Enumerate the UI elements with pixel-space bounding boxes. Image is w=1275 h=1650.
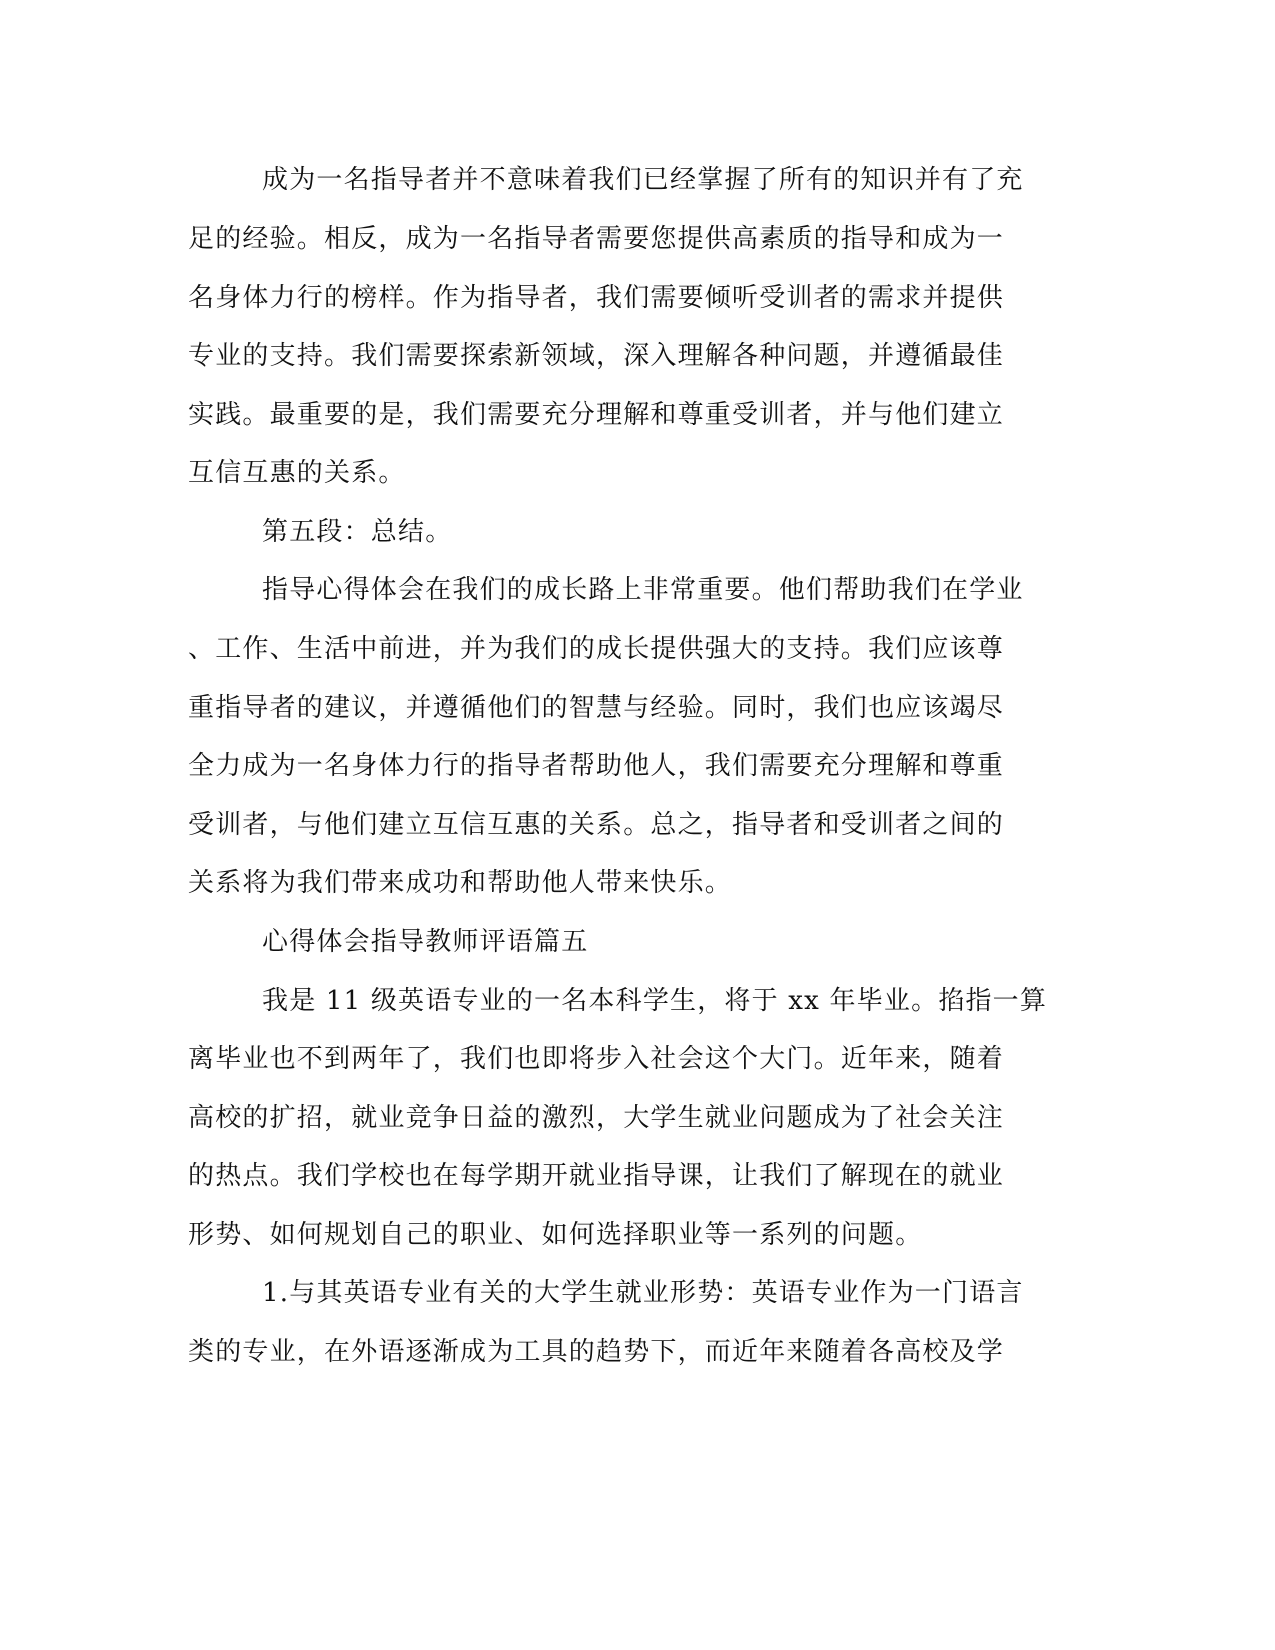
- text-line: 全力成为一名身体力行的指导者帮助他人，我们需要充分理解和尊重: [188, 751, 1005, 781]
- text-line: 类的专业，在外语逐渐成为工具的趋势下，而近年来随着各高校及学: [188, 1337, 1005, 1367]
- section-heading: 心得体会指导教师评语篇五: [262, 927, 589, 957]
- text-line: 指导心得体会在我们的成长路上非常重要。他们帮助我们在学业: [262, 575, 1024, 605]
- text-line: 专业的支持。我们需要探索新领域，深入理解各种问题，并遵循最佳: [188, 341, 1005, 371]
- text-line: 形势、如何规划自己的职业、如何选择职业等一系列的问题。: [188, 1220, 923, 1250]
- text-line: 1.与其英语专业有关的大学生就业形势：英语专业作为一门语言: [262, 1278, 1024, 1308]
- section-heading: 第五段：总结。: [262, 517, 453, 547]
- text-line: 的热点。我们学校也在每学期开就业指导课，让我们了解现在的就业: [188, 1161, 1005, 1191]
- text-line: 高校的扩招，就业竞争日益的激烈，大学生就业问题成为了社会关注: [188, 1103, 1005, 1133]
- text-line: 成为一名指导者并不意味着我们已经掌握了所有的知识并有了充: [262, 165, 1024, 195]
- text-line: 、工作、生活中前进，并为我们的成长提供强大的支持。我们应该尊: [188, 634, 1005, 664]
- text-line: 离毕业也不到两年了，我们也即将步入社会这个大门。近年来，随着: [188, 1044, 1005, 1074]
- text-line: 互信互惠的关系。: [188, 458, 406, 488]
- text-line: 重指导者的建议，并遵循他们的智慧与经验。同时，我们也应该竭尽: [188, 693, 1005, 723]
- text-line: 名身体力行的榜样。作为指导者，我们需要倾听受训者的需求并提供: [188, 283, 1005, 313]
- text-line: 足的经验。相反，成为一名指导者需要您提供高素质的指导和成为一: [188, 224, 1005, 254]
- text-line: 我是 11 级英语专业的一名本科学生，将于 xx 年毕业。掐指一算: [262, 986, 1048, 1016]
- text-line: 实践。最重要的是，我们需要充分理解和尊重受训者，并与他们建立: [188, 400, 1005, 430]
- text-line: 关系将为我们带来成功和帮助他人带来快乐。: [188, 868, 733, 898]
- text-line: 受训者，与他们建立互信互惠的关系。总之，指导者和受训者之间的: [188, 810, 1005, 840]
